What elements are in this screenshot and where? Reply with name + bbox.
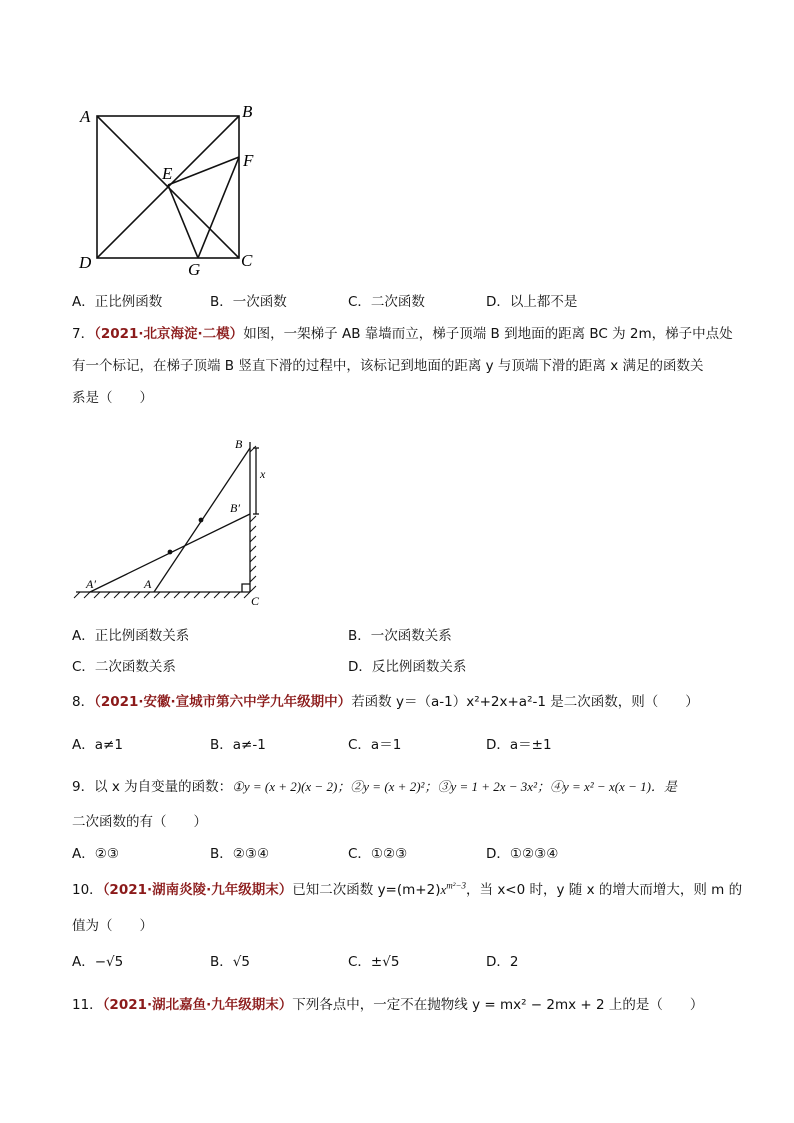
q10-option-c[interactable]: C．±√5: [348, 954, 400, 970]
label-a: A: [80, 107, 91, 126]
q6-option-a[interactable]: A．正比例函数: [72, 294, 163, 310]
q9-option-c[interactable]: C．①②③: [348, 846, 408, 862]
label-f: F: [243, 151, 254, 170]
q9-option-d[interactable]: D．①②③④: [486, 846, 559, 862]
q10-question-line2: 值为（ ）: [72, 918, 153, 934]
q8-option-d[interactable]: D．a＝±1: [486, 737, 552, 753]
q11-source: （2021·湖北嘉鱼·九年级期末）: [102, 997, 293, 1013]
q10-option-b[interactable]: B．√5: [210, 954, 250, 970]
label-c-corner: C: [251, 594, 260, 608]
midpoint-ab: [199, 518, 204, 523]
q10-text-b: ，当 x<0 时，y 随 x 的增大而增大，则 m 的: [466, 882, 743, 898]
label-b: B: [242, 102, 253, 121]
segment-eg: [168, 185, 198, 258]
q9-function-3: ③y = 1 + 2x − 3x²；: [437, 779, 550, 794]
label-x: x: [260, 467, 266, 481]
q9-question-line1: [72, 775, 677, 795]
q10-option-d[interactable]: D．2: [486, 954, 519, 970]
q10-power-exponent: m²−3: [446, 880, 467, 891]
label-b-top: B: [235, 437, 243, 451]
q10-question-line1: [72, 878, 742, 898]
q7-number: 7．: [72, 326, 95, 342]
q9-option-a[interactable]: A．②③: [72, 846, 119, 862]
q8-source: （2021·安徽·宣城市第六中学九年级期中）: [94, 694, 352, 710]
q10-text-a: 已知二次函数 y=(m+2): [292, 882, 441, 898]
q7-option-b[interactable]: B．一次函数关系: [348, 628, 452, 644]
label-c: C: [241, 251, 253, 270]
q9-function-4: ④y = x² − x(x − 1)．是: [549, 779, 677, 794]
q8-text: 若函数 y＝（a-1）x²+2x+a²-1 是二次函数，则（ ）: [351, 694, 699, 710]
q7-question-line1: [72, 322, 733, 342]
segment-fg: [198, 157, 239, 258]
q9-option-b[interactable]: B．②③④: [210, 846, 270, 862]
q8-question: [72, 690, 699, 710]
q6-option-c[interactable]: C．二次函数: [348, 294, 425, 310]
segment-ef: [168, 157, 239, 185]
q8-option-b[interactable]: B．a≠-1: [210, 737, 266, 753]
q8-number: 8．: [72, 694, 95, 710]
q7-option-d[interactable]: D．反比例函数关系: [348, 659, 467, 675]
q7-question-line3: 系是（ ）: [72, 390, 153, 406]
q11-text: 下列各点中，一定不在抛物线 y = mx² − 2mx + 2 上的是（ ）: [292, 997, 704, 1013]
q10-power-base: x: [440, 882, 447, 897]
q7-option-c[interactable]: C．二次函数关系: [72, 659, 176, 675]
q7-option-a[interactable]: A．正比例函数关系: [72, 628, 190, 644]
q6-option-b[interactable]: B．一次函数: [210, 294, 287, 310]
q9-prefix: 9．以 x 为自变量的函数：: [72, 779, 233, 795]
label-a-prime: A′: [86, 577, 96, 591]
label-e: E: [162, 164, 173, 183]
right-angle-mark: [242, 584, 250, 592]
ladder-figure: [70, 432, 280, 608]
label-d: D: [79, 253, 92, 272]
q8-option-c[interactable]: C．a＝1: [348, 737, 402, 753]
label-b-prime: B′: [230, 501, 240, 515]
q7-source: （2021·北京海淀·二模）: [94, 326, 244, 342]
q9-function-2: ②y = (x + 2)²；: [350, 779, 438, 794]
wall-hatching: [250, 446, 256, 592]
q7-question-line2: 有一个标记，在梯子顶端 B 竖直下滑的过程中，该标记到地面的距离 y 与顶端下滑的距离 x 满足的函数关: [72, 358, 704, 374]
q11-number: 11．: [72, 997, 103, 1013]
label-g: G: [188, 260, 201, 279]
square-geometry-figure: [70, 98, 270, 280]
ground-hatching: [74, 592, 250, 598]
q11-question: [72, 993, 703, 1013]
q10-source: （2021·湖南炎陵·九年级期末）: [102, 882, 293, 898]
label-a-ground: A: [144, 577, 152, 591]
q9-question-line2: 二次函数的有（ ）: [72, 814, 207, 830]
q10-number: 10．: [72, 882, 103, 898]
q9-function-1: ①y = (x + 2)(x − 2)；: [232, 779, 351, 794]
midpoint-apbp: [168, 550, 173, 555]
q7-text: 如图，一架梯子 AB 靠墙而立，梯子顶端 B 到地面的距离 BC 为 2m，梯子中点处: [243, 326, 733, 342]
q8-option-a[interactable]: A．a≠1: [72, 737, 123, 753]
q6-option-d[interactable]: D．以上都不是: [486, 294, 578, 310]
q10-option-a[interactable]: A．−√5: [72, 954, 124, 970]
